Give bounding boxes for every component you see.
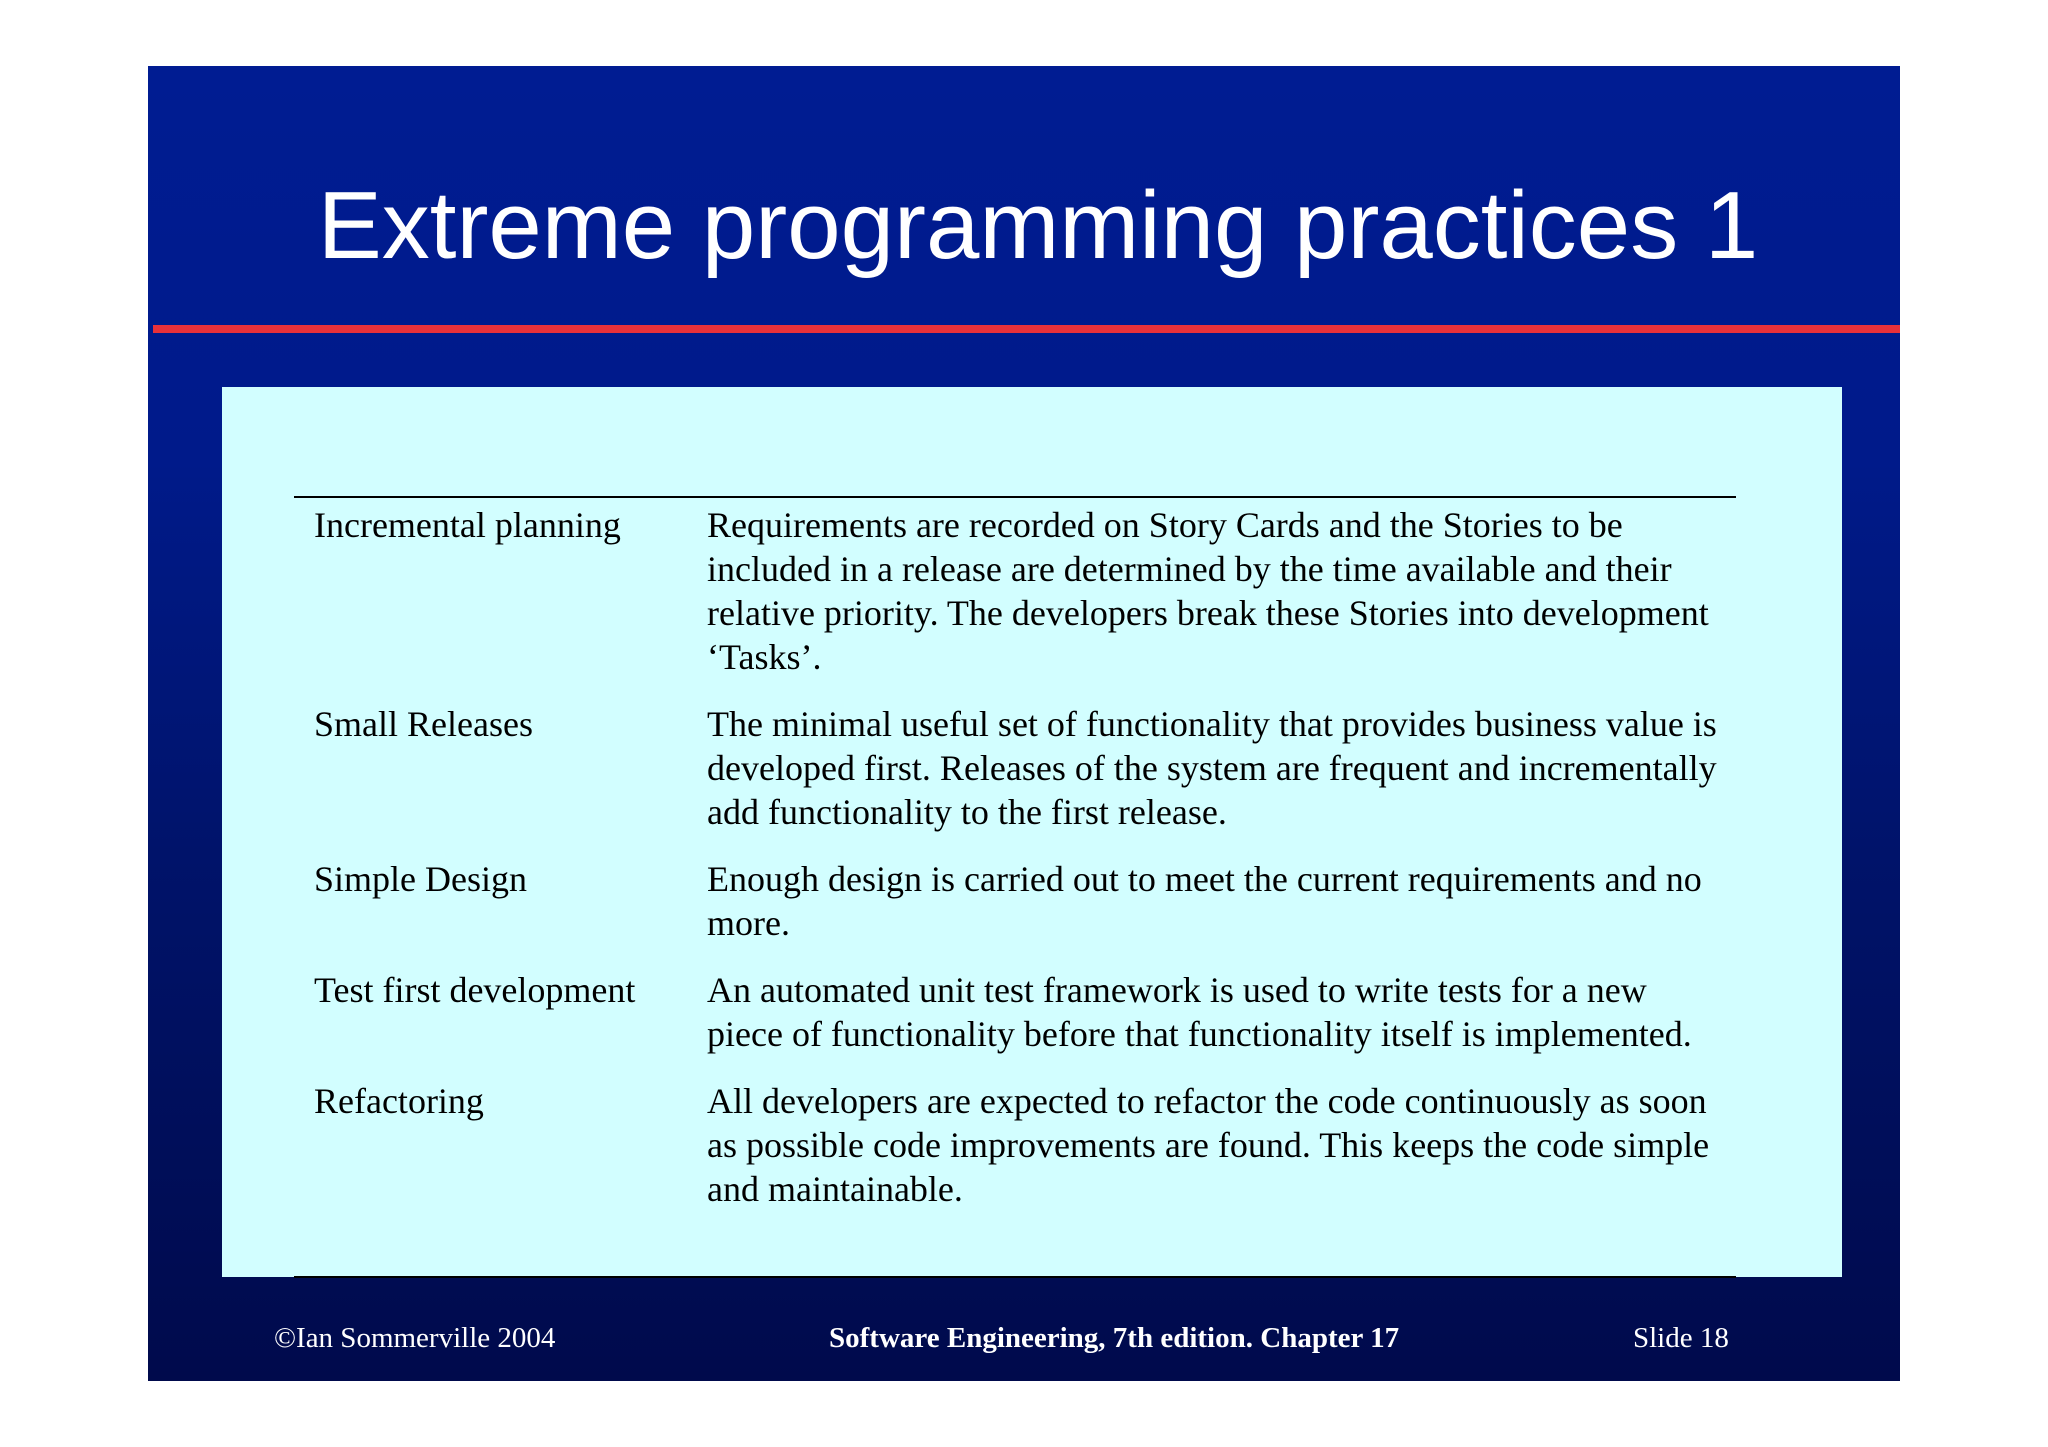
table-top-rule — [294, 496, 1736, 498]
footer-book-title: Software Engineering, 7th edition. Chapter 17 — [829, 1322, 1400, 1354]
table-row — [314, 702, 1734, 834]
table-row — [314, 857, 1734, 945]
table-row — [314, 503, 1734, 679]
practice-description: An automated unit test framework is used to write tests for a new piece of functionality before that functionality itself is implemented. — [707, 970, 1692, 1054]
slide-title: Extreme programming practices 1 — [317, 172, 1759, 279]
table-row — [314, 1079, 1734, 1211]
practice-term: Test first development — [314, 970, 636, 1010]
practice-description: Enough design is carried out to meet the current requirements and no more. — [707, 859, 1702, 943]
practice-term: Refactoring — [314, 1081, 484, 1121]
practice-term: Small Releases — [314, 704, 533, 744]
practice-description: Requirements are recorded on Story Cards and the Stories to be included in a release are determined by the time available and their relative priority. The developers break these Stories into development ‘Tasks’. — [707, 505, 1709, 677]
practices-table — [222, 387, 1842, 1277]
practices-list — [314, 503, 1734, 1234]
practice-description: The minimal useful set of functionality that provides business value is developed first. Releases of the system are frequent and incrementally add functionality to the first release. — [707, 704, 1717, 832]
table-bottom-rule — [294, 1276, 1736, 1278]
title-divider — [153, 325, 1900, 333]
practice-term: Incremental planning — [314, 505, 621, 545]
slide — [148, 66, 1900, 1381]
practice-description: All developers are expected to refactor the code continuously as soon as possible code improvements are found. This keeps the code simple and maintainable. — [707, 1081, 1710, 1209]
footer-slide-number: Slide 18 — [1633, 1322, 1729, 1354]
practice-term: Simple Design — [314, 859, 527, 899]
footer-copyright: ©Ian Sommerville 2004 — [274, 1322, 556, 1354]
table-row — [314, 968, 1734, 1056]
